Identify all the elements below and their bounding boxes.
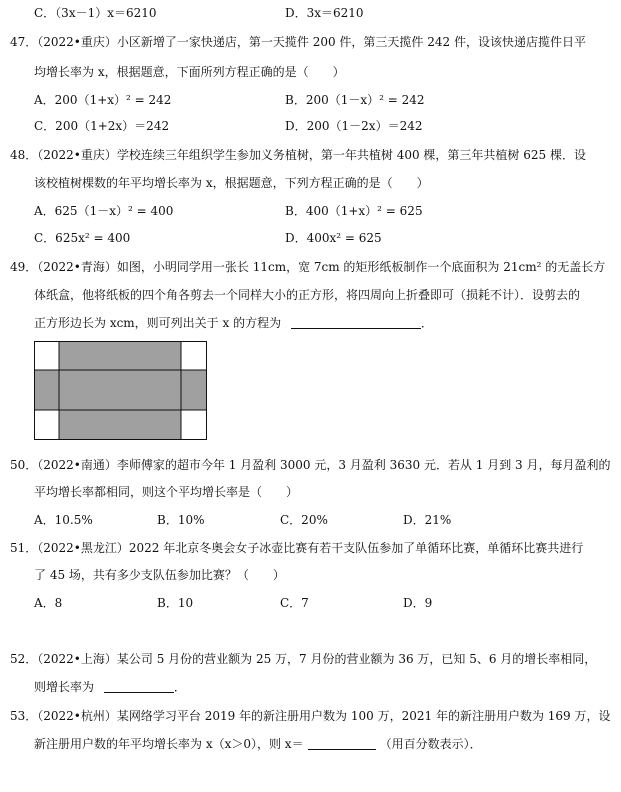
q48-option-b: B．400（1+x）² = 625 — [285, 204, 423, 218]
q50-option-a: A．10.5% — [34, 513, 93, 527]
q47-line1: 47．（2022•重庆）小区新增了一家快递店，第一天揽件 200 件，第三天揽件 242 件，设该快递店揽件日平 — [10, 35, 586, 49]
q49-end: ． — [420, 316, 433, 330]
q49-line2: 体纸盒，他将纸板的四个角各剪去一个同样大小的正方形，将四周向上折叠即可（损耗不计）．设剪去的 — [34, 288, 581, 302]
q49-line3 — [34, 315, 433, 331]
cardboard-figure — [34, 341, 208, 444]
q47-line2: 均增长率为 x，根据题意，下面所列方程正确的是（ ） — [34, 65, 345, 79]
q51-option-c: C．7 — [280, 596, 309, 610]
q52-answer-blank[interactable] — [104, 680, 174, 693]
prev-option-d: D．3x＝6210 — [285, 6, 364, 20]
q49-line3-text: 正方形边长为 xcm，则可列出关于 x 的方程为 — [34, 316, 282, 330]
q53-line2-end: （用百分数表示）． — [379, 737, 482, 751]
q47-option-a: A．200（1+x）² = 242 — [34, 93, 172, 107]
q48-option-d: D．400x² = 625 — [285, 231, 382, 245]
cut-corner-top-right — [181, 342, 207, 371]
cardboard-svg — [34, 341, 208, 441]
prev-option-c: C．（3x－1）x＝6210 — [34, 6, 157, 20]
cut-corner-bottom-left — [35, 410, 60, 440]
q47-option-b: B．200（1－x）² = 242 — [285, 93, 425, 107]
q51-line2: 了 45 场，共有多少支队伍参加比赛？（ ） — [34, 568, 285, 582]
q52-line1: 52．（2022•上海）某公司 5 月份的营业额为 25 万，7 月份的营业额为 36 万，已知 5、6 月的增长率相同， — [10, 652, 597, 666]
q52-line2 — [34, 679, 186, 695]
q50-line1: 50．（2022•南通）李师傅家的超市今年 1 月盈利 3000 元，3 月盈利 3630 元．若从 1 月到 3 月，每月盈利的 — [10, 458, 611, 472]
q50-option-d: D．21% — [403, 513, 452, 527]
q53-line2-text: 新注册用户数的年平均增长率为 x（x＞0），则 x＝ — [34, 737, 304, 751]
box-base — [59, 370, 181, 410]
q50-option-c: C．20% — [280, 513, 328, 527]
q53-line2 — [34, 736, 482, 752]
q48-line2: 该校植树棵数的年平均增长率为 x，根据题意，下列方程正确的是（ ） — [34, 176, 429, 190]
q47-option-c: C．200（1+2x）＝242 — [34, 119, 170, 133]
cut-corner-top-left — [35, 342, 60, 371]
q48-option-a: A．625（1－x）² = 400 — [34, 204, 174, 218]
q51-line1: 51．（2022•黑龙江）2022 年北京冬奥会女子冰壶比赛有若干支队伍参加了单循环比赛，单循环比赛共进行 — [10, 541, 584, 555]
q51-option-b: B．10 — [157, 596, 194, 610]
q53-line1: 53．（2022•杭州）某网络学习平台 2019 年的新注册用户数为 100 万，2021 年的新注册用户数为 169 万，设 — [10, 709, 611, 723]
q50-option-b: B．10% — [157, 513, 205, 527]
q52-end: ． — [173, 680, 186, 694]
q48-line1: 48．（2022•重庆）学校连续三年组织学生参加义务植树，第一年共植树 400 棵，第三年共植树 625 棵．设 — [10, 148, 586, 162]
q51-option-d: D．9 — [403, 596, 433, 610]
q49-answer-blank[interactable] — [291, 316, 421, 329]
q48-option-c: C．625x² = 400 — [34, 231, 131, 245]
q47-option-d: D．200（1－2x）＝242 — [285, 119, 423, 133]
cut-corner-bottom-right — [181, 410, 207, 440]
q52-line2-text: 则增长率为 — [34, 680, 95, 694]
q49-line1: 49．（2022•青海）如图，小明同学用一张长 11cm，宽 7cm 的矩形纸板制作一个底面积为 21cm² 的无盖长方 — [10, 260, 606, 274]
q51-option-a: A．8 — [34, 596, 63, 610]
q50-line2: 平均增长率都相同，则这个平均增长率是（ ） — [34, 485, 299, 499]
q53-answer-blank[interactable] — [308, 737, 376, 750]
